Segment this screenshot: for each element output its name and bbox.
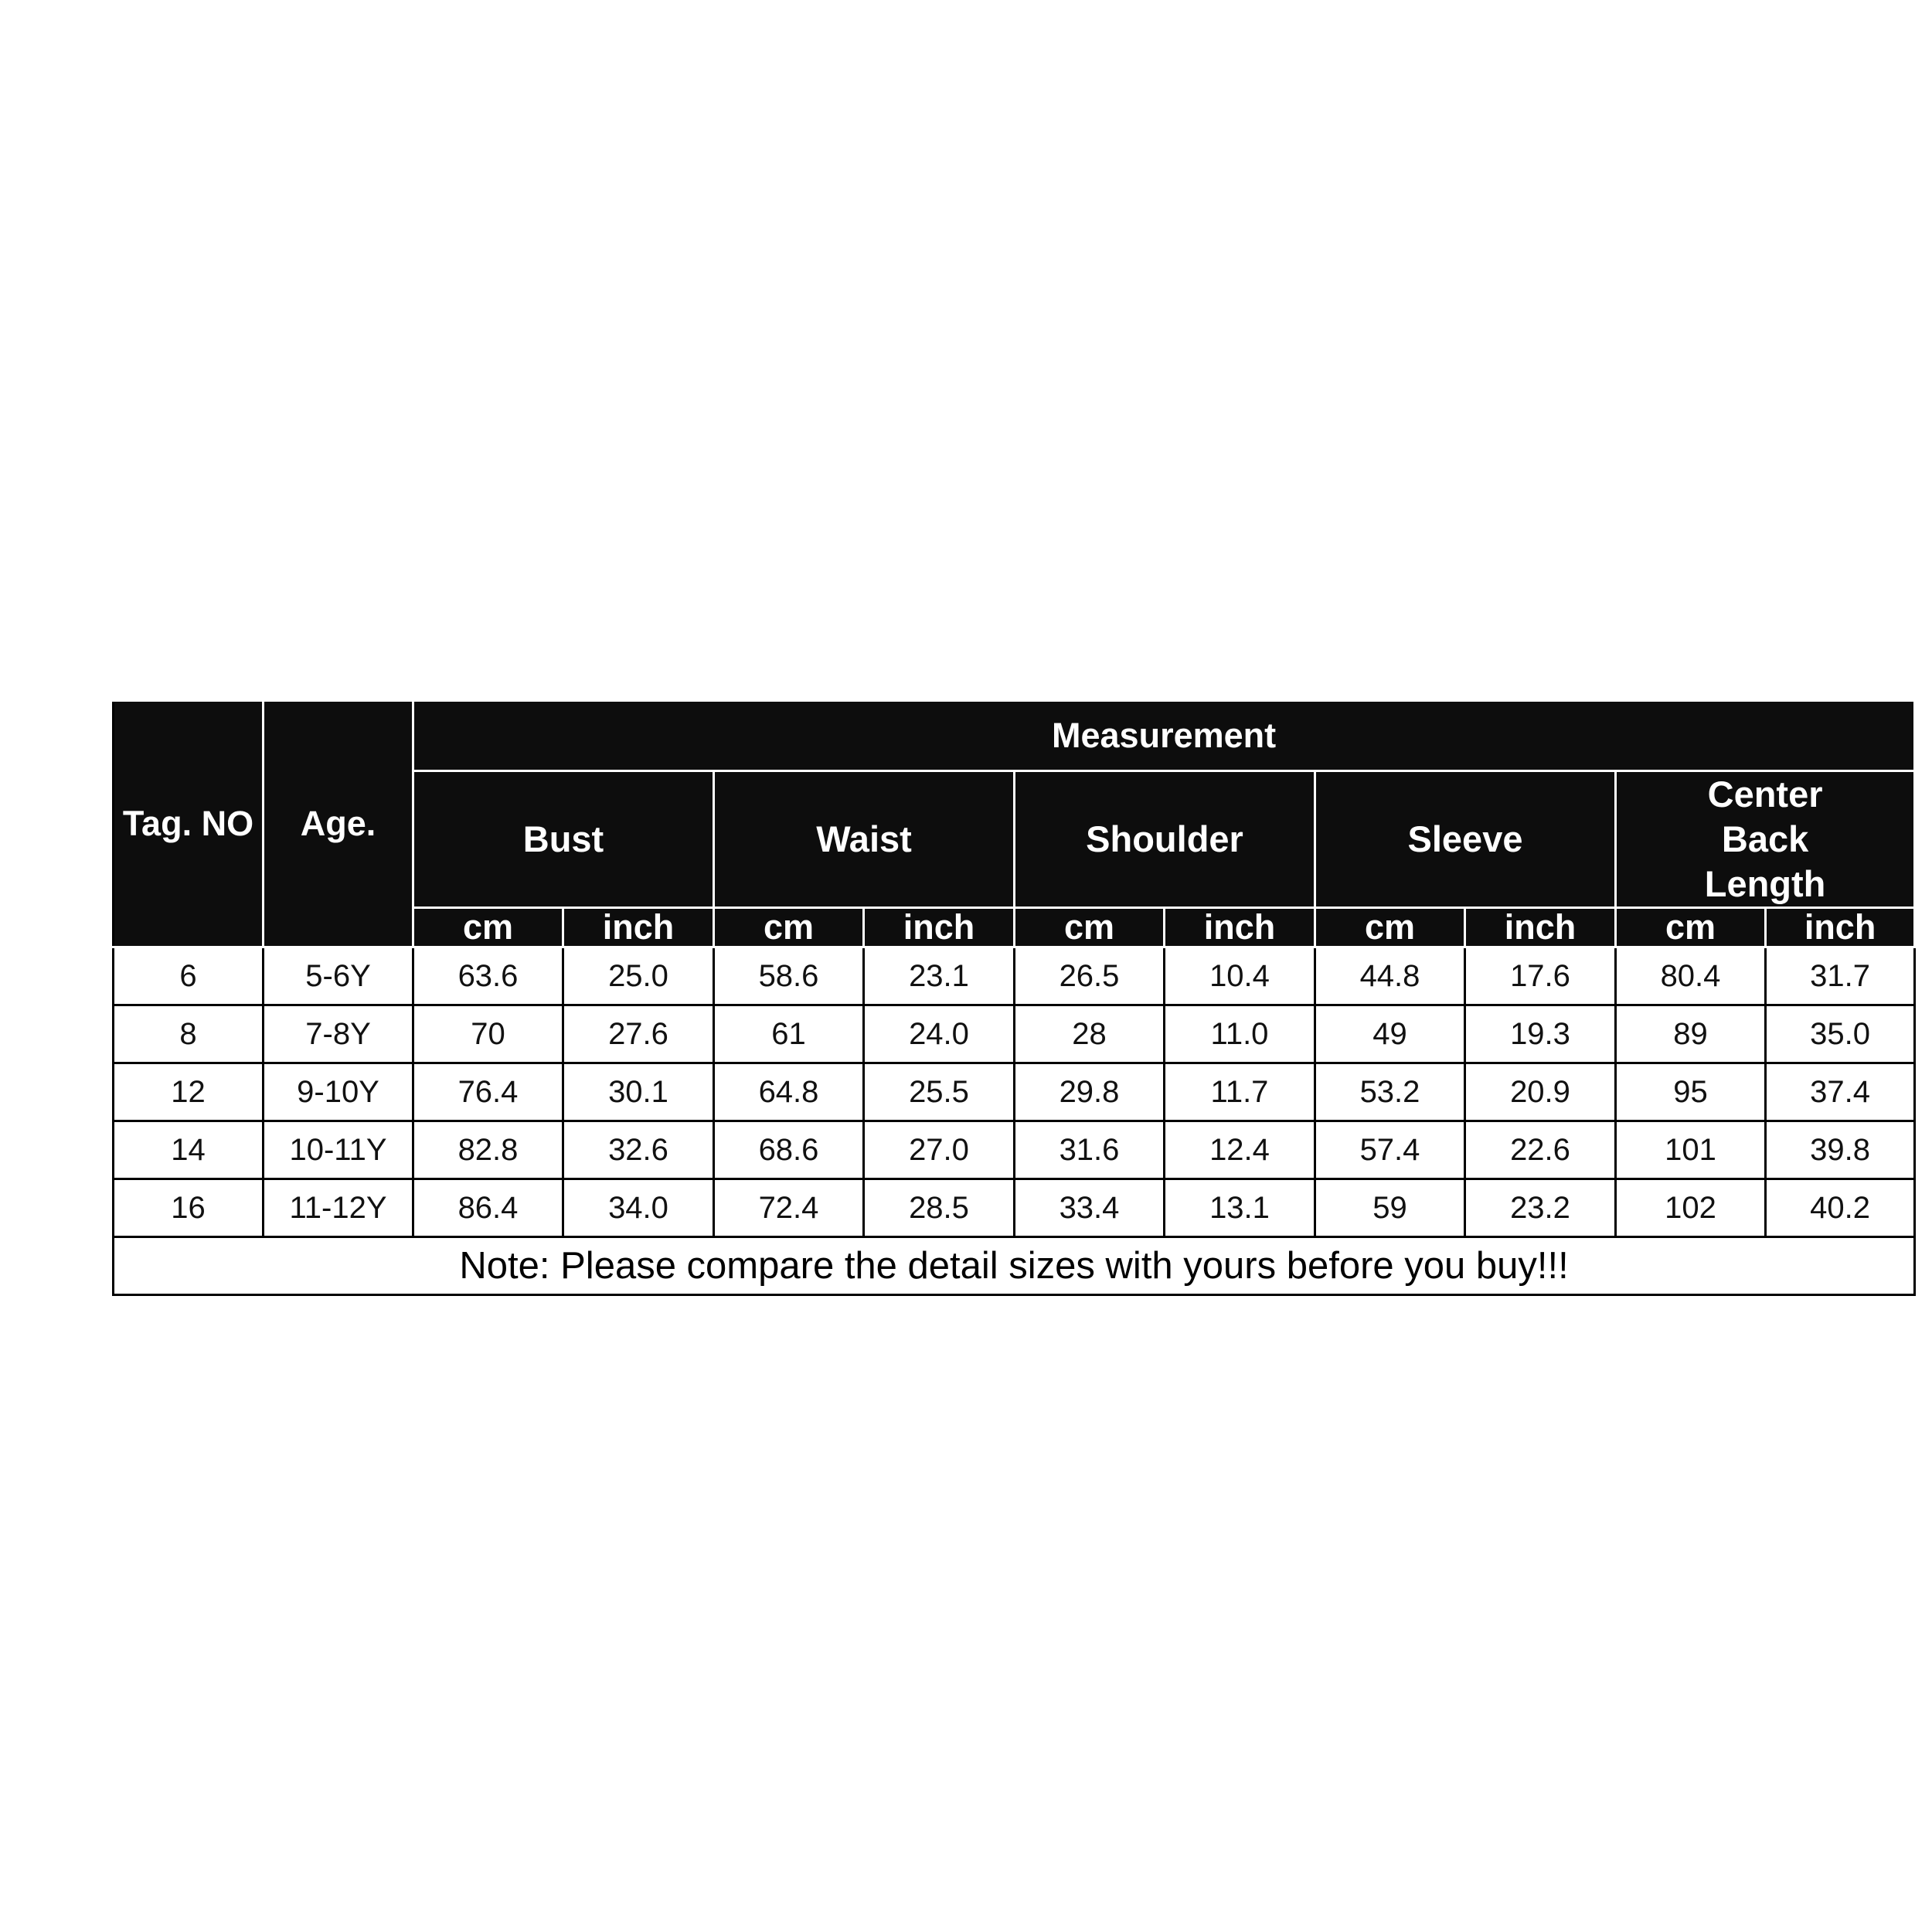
center-back-length-header [1616, 771, 1915, 908]
bust-inch-cell: 32.6 [563, 1121, 714, 1179]
table-row [114, 1005, 1915, 1063]
age-cell: 5-6Y [264, 947, 413, 1005]
shoulder-cm-cell: 28 [1015, 1005, 1165, 1063]
shoulder-cm-cell: 29.8 [1015, 1063, 1165, 1121]
table-row [114, 1179, 1915, 1237]
tag-no-cell: 8 [114, 1005, 264, 1063]
waist-cm-cell: 64.8 [714, 1063, 864, 1121]
waist-inch-cell: 27.0 [864, 1121, 1015, 1179]
waist-inch-cell: 24.0 [864, 1005, 1015, 1063]
tag-no-cell: 14 [114, 1121, 264, 1179]
size-chart-table [112, 699, 1916, 1296]
waist-header: Waist [714, 771, 1015, 908]
unit-header-inch: inch [563, 908, 714, 947]
unit-header-cm: cm [1616, 908, 1766, 947]
table-row [114, 1121, 1915, 1179]
unit-header-inch: inch [1465, 908, 1616, 947]
bust-inch-cell: 25.0 [563, 947, 714, 1005]
shoulder-inch-cell: 11.0 [1165, 1005, 1315, 1063]
bust-inch-cell: 27.6 [563, 1005, 714, 1063]
sleeve-inch-cell: 17.6 [1465, 947, 1616, 1005]
table-row [114, 1063, 1915, 1121]
bust-header: Bust [413, 771, 714, 908]
center-back-length-inch-cell: 35.0 [1766, 1005, 1915, 1063]
sleeve-inch-cell: 19.3 [1465, 1005, 1616, 1063]
waist-inch-cell: 28.5 [864, 1179, 1015, 1237]
center-back-length-inch-cell: 37.4 [1766, 1063, 1915, 1121]
unit-header-inch: inch [1766, 908, 1915, 947]
unit-header-cm: cm [1015, 908, 1165, 947]
bust-inch-cell: 30.1 [563, 1063, 714, 1121]
waist-inch-cell: 25.5 [864, 1063, 1015, 1121]
shoulder-inch-cell: 12.4 [1165, 1121, 1315, 1179]
unit-header-inch: inch [1165, 908, 1315, 947]
tag-no-cell: 12 [114, 1063, 264, 1121]
sleeve-cm-cell: 57.4 [1315, 1121, 1465, 1179]
unit-header-cm: cm [714, 908, 864, 947]
unit-header-cm: cm [1315, 908, 1465, 947]
unit-header-inch: inch [864, 908, 1015, 947]
center-back-length-cm-cell: 101 [1616, 1121, 1766, 1179]
waist-cm-cell: 58.6 [714, 947, 864, 1005]
center-back-length-cm-cell: 80.4 [1616, 947, 1766, 1005]
center-back-length-inch-cell: 31.7 [1766, 947, 1915, 1005]
sleeve-inch-cell: 20.9 [1465, 1063, 1616, 1121]
center-back-length-inch-cell: 39.8 [1766, 1121, 1915, 1179]
shoulder-cm-cell: 31.6 [1015, 1121, 1165, 1179]
center-back-length-cm-cell: 102 [1616, 1179, 1766, 1237]
sleeve-inch-cell: 23.2 [1465, 1179, 1616, 1237]
unit-header-cm: cm [413, 908, 563, 947]
sleeve-cm-cell: 49 [1315, 1005, 1465, 1063]
bust-cm-cell: 86.4 [413, 1179, 563, 1237]
shoulder-cm-cell: 26.5 [1015, 947, 1165, 1005]
age-cell: 10-11Y [264, 1121, 413, 1179]
center-back-length-cm-cell: 89 [1616, 1005, 1766, 1063]
bust-cm-cell: 70 [413, 1005, 563, 1063]
waist-cm-cell: 72.4 [714, 1179, 864, 1237]
shoulder-inch-cell: 13.1 [1165, 1179, 1315, 1237]
waist-cm-cell: 61 [714, 1005, 864, 1063]
tag-no-cell: 16 [114, 1179, 264, 1237]
sleeve-cm-cell: 44.8 [1315, 947, 1465, 1005]
shoulder-header: Shoulder [1015, 771, 1315, 908]
age-cell: 7-8Y [264, 1005, 413, 1063]
bust-cm-cell: 76.4 [413, 1063, 563, 1121]
age-header: Age. [264, 701, 413, 947]
center-back-length-cm-cell: 95 [1616, 1063, 1766, 1121]
tag-no-cell: 6 [114, 947, 264, 1005]
bust-cm-cell: 82.8 [413, 1121, 563, 1179]
sleeve-inch-cell: 22.6 [1465, 1121, 1616, 1179]
sleeve-cm-cell: 59 [1315, 1179, 1465, 1237]
bust-cm-cell: 63.6 [413, 947, 563, 1005]
center-back-length-inch-cell: 40.2 [1766, 1179, 1915, 1237]
tag-no-header: Tag. NO [114, 701, 264, 947]
waist-cm-cell: 68.6 [714, 1121, 864, 1179]
bust-inch-cell: 34.0 [563, 1179, 714, 1237]
shoulder-cm-cell: 33.4 [1015, 1179, 1165, 1237]
measurement-header: Measurement [413, 701, 1915, 771]
center-back-length-label: Center Back Length [1704, 774, 1826, 904]
shoulder-inch-cell: 11.7 [1165, 1063, 1315, 1121]
sleeve-header: Sleeve [1315, 771, 1616, 908]
size-note: Note: Please compare the detail sizes with yours before you buy!!! [114, 1237, 1915, 1295]
waist-inch-cell: 23.1 [864, 947, 1015, 1005]
age-cell: 9-10Y [264, 1063, 413, 1121]
sleeve-cm-cell: 53.2 [1315, 1063, 1465, 1121]
table-row [114, 947, 1915, 1005]
age-cell: 11-12Y [264, 1179, 413, 1237]
shoulder-inch-cell: 10.4 [1165, 947, 1315, 1005]
